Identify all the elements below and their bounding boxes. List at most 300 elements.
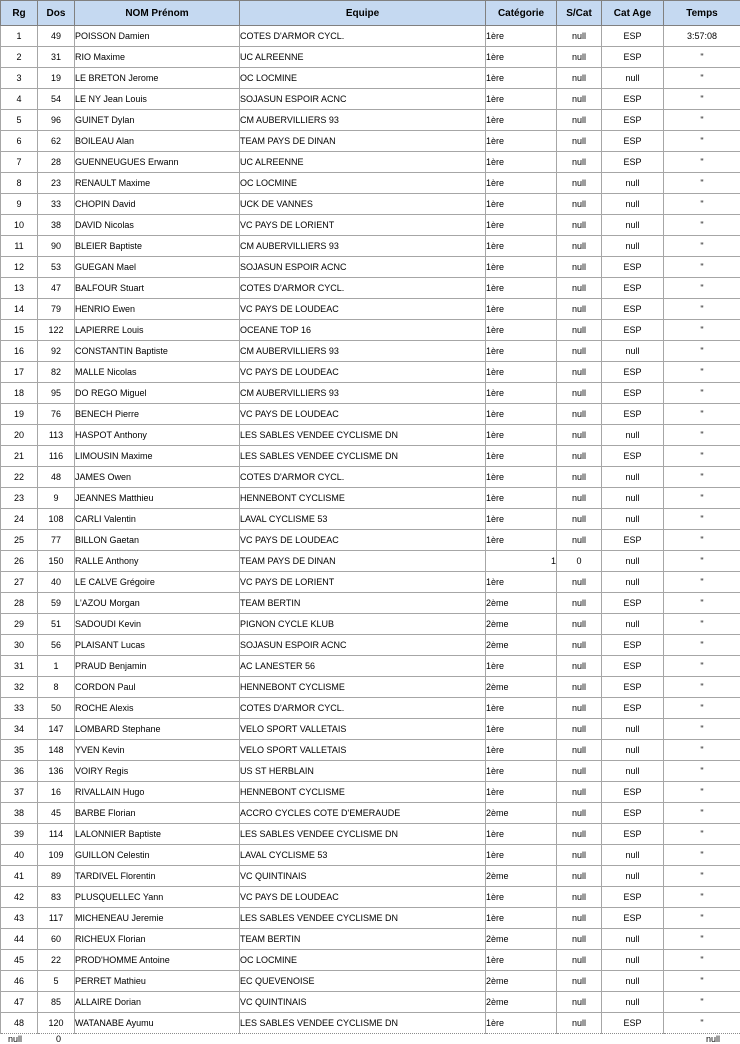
category-cell: 2ème: [486, 614, 557, 635]
age-category-cell: null: [602, 866, 664, 887]
team-cell: VC QUINTINAIS: [240, 992, 486, 1013]
time-cell: ": [664, 110, 740, 131]
table-row: [1, 215, 740, 236]
subcategory-cell: null: [557, 425, 602, 446]
subcategory-cell: null: [557, 929, 602, 950]
rider-name-cell: CHOPIN David: [75, 194, 240, 215]
subcategory-cell: null: [557, 173, 602, 194]
bib-cell: 96: [38, 110, 75, 131]
category-cell: 1ère: [486, 530, 557, 551]
table-row: [1, 404, 740, 425]
col-dos-header: Dos: [38, 1, 75, 26]
time-cell: ": [664, 320, 740, 341]
time-cell: ": [664, 782, 740, 803]
subcategory-cell: null: [557, 194, 602, 215]
age-category-cell: ESP: [602, 299, 664, 320]
category-cell: 1ère: [486, 152, 557, 173]
rank-cell: 36: [1, 761, 38, 782]
time-cell: ": [664, 824, 740, 845]
subcategory-cell: null: [557, 866, 602, 887]
category-cell: 1ère: [486, 26, 557, 47]
rank-cell: 6: [1, 131, 38, 152]
age-category-cell: ESP: [602, 698, 664, 719]
table-row: [1, 551, 740, 572]
time-cell: ": [664, 677, 740, 698]
subcategory-cell: null: [557, 1013, 602, 1034]
team-cell: COTES D'ARMOR CYCL.: [240, 698, 486, 719]
subcategory-cell: null: [557, 131, 602, 152]
team-cell: US ST HERBLAIN: [240, 761, 486, 782]
age-category-cell: ESP: [602, 26, 664, 47]
rank-cell: 20: [1, 425, 38, 446]
table-row: [1, 992, 740, 1013]
time-cell: ": [664, 152, 740, 173]
rank-cell: 24: [1, 509, 38, 530]
table-row: [1, 698, 740, 719]
bib-cell: 48: [38, 467, 75, 488]
col-cat-age-header: Cat Age: [602, 1, 664, 26]
time-cell: ": [664, 362, 740, 383]
age-category-cell: null: [602, 992, 664, 1013]
age-category-cell: null: [602, 425, 664, 446]
subcategory-cell: null: [557, 68, 602, 89]
category-cell: 2ème: [486, 803, 557, 824]
table-row: [1, 593, 740, 614]
rider-name-cell: CORDON Paul: [75, 677, 240, 698]
rank-cell: 23: [1, 488, 38, 509]
team-cell: LES SABLES VENDEE CYCLISME DN: [240, 1013, 486, 1034]
team-cell: VELO SPORT VALLETAIS: [240, 719, 486, 740]
category-cell: 2ème: [486, 677, 557, 698]
bib-cell: 117: [38, 908, 75, 929]
rank-cell: 29: [1, 614, 38, 635]
rider-name-cell: MICHENEAU Jeremie: [75, 908, 240, 929]
category-cell: 1ère: [486, 404, 557, 425]
rank-cell: 42: [1, 887, 38, 908]
rider-name-cell: GUENNEUGUES Erwann: [75, 152, 240, 173]
time-cell: ": [664, 656, 740, 677]
category-cell: 1ère: [486, 194, 557, 215]
trailer-value-left: 0: [56, 1034, 61, 1044]
table-row: [1, 47, 740, 68]
rank-cell: 2: [1, 47, 38, 68]
time-cell: ": [664, 887, 740, 908]
rank-cell: 43: [1, 908, 38, 929]
bib-cell: 22: [38, 950, 75, 971]
time-cell: ": [664, 929, 740, 950]
category-cell: 1ère: [486, 236, 557, 257]
age-category-cell: ESP: [602, 383, 664, 404]
category-cell: 1ère: [486, 488, 557, 509]
team-cell: LES SABLES VENDEE CYCLISME DN: [240, 824, 486, 845]
team-cell: LES SABLES VENDEE CYCLISME DN: [240, 425, 486, 446]
subcategory-cell: null: [557, 89, 602, 110]
col-categorie-header: Catégorie: [486, 1, 557, 26]
age-category-cell: null: [602, 971, 664, 992]
bib-cell: 122: [38, 320, 75, 341]
time-cell: ": [664, 719, 740, 740]
rank-cell: 7: [1, 152, 38, 173]
table-row: [1, 572, 740, 593]
age-category-cell: ESP: [602, 635, 664, 656]
col-rg-header: Rg: [1, 1, 38, 26]
time-cell: ": [664, 131, 740, 152]
col-scat-header: S/Cat: [557, 1, 602, 26]
rank-cell: 16: [1, 341, 38, 362]
bib-cell: 148: [38, 740, 75, 761]
team-cell: AC LANESTER 56: [240, 656, 486, 677]
category-cell: 1ère: [486, 47, 557, 68]
subcategory-cell: null: [557, 971, 602, 992]
age-category-cell: ESP: [602, 47, 664, 68]
rider-name-cell: LALONNIER Baptiste: [75, 824, 240, 845]
category-cell: 1ère: [486, 824, 557, 845]
rider-name-cell: BENECH Pierre: [75, 404, 240, 425]
subcategory-cell: null: [557, 320, 602, 341]
table-row: [1, 68, 740, 89]
rank-cell: 27: [1, 572, 38, 593]
category-cell: 2ème: [486, 866, 557, 887]
time-cell: ": [664, 173, 740, 194]
rank-cell: 18: [1, 383, 38, 404]
bib-cell: 54: [38, 89, 75, 110]
bib-cell: 62: [38, 131, 75, 152]
age-category-cell: null: [602, 467, 664, 488]
bib-cell: 16: [38, 782, 75, 803]
rank-cell: 25: [1, 530, 38, 551]
bib-cell: 50: [38, 698, 75, 719]
age-category-cell: ESP: [602, 656, 664, 677]
subcategory-cell: null: [557, 236, 602, 257]
table-row: [1, 425, 740, 446]
bib-cell: 113: [38, 425, 75, 446]
age-category-cell: ESP: [602, 362, 664, 383]
time-cell: ": [664, 404, 740, 425]
table-row: [1, 635, 740, 656]
category-cell: 1ère: [486, 446, 557, 467]
age-category-cell: null: [602, 173, 664, 194]
subcategory-cell: null: [557, 26, 602, 47]
bib-cell: 5: [38, 971, 75, 992]
category-cell: 1ère: [486, 257, 557, 278]
team-cell: UC ALREENNE: [240, 152, 486, 173]
bib-cell: 56: [38, 635, 75, 656]
team-cell: OCEANE TOP 16: [240, 320, 486, 341]
table-row: [1, 782, 740, 803]
table-row: [1, 341, 740, 362]
category-cell: 1ère: [486, 467, 557, 488]
category-cell: 1ère: [486, 131, 557, 152]
time-cell: ": [664, 341, 740, 362]
subcategory-cell: null: [557, 278, 602, 299]
rider-name-cell: GUINET Dylan: [75, 110, 240, 131]
age-category-cell: null: [602, 509, 664, 530]
rider-name-cell: PERRET Mathieu: [75, 971, 240, 992]
subcategory-cell: null: [557, 887, 602, 908]
time-cell: ": [664, 950, 740, 971]
time-cell: ": [664, 761, 740, 782]
bib-cell: 47: [38, 278, 75, 299]
header-row: [1, 1, 740, 26]
category-cell: 1ère: [486, 845, 557, 866]
rank-cell: 26: [1, 551, 38, 572]
table-row: [1, 89, 740, 110]
category-cell: 1ère: [486, 950, 557, 971]
bib-cell: 60: [38, 929, 75, 950]
table-row: [1, 257, 740, 278]
category-cell: 1ère: [486, 425, 557, 446]
age-category-cell: ESP: [602, 257, 664, 278]
age-category-cell: null: [602, 215, 664, 236]
age-category-cell: null: [602, 194, 664, 215]
category-cell: 1ère: [486, 278, 557, 299]
team-cell: HENNEBONT CYCLISME: [240, 782, 486, 803]
age-category-cell: ESP: [602, 89, 664, 110]
bib-cell: 28: [38, 152, 75, 173]
team-cell: VC PAYS DE LOUDEAC: [240, 404, 486, 425]
rank-cell: 35: [1, 740, 38, 761]
table-row: [1, 971, 740, 992]
team-cell: HENNEBONT CYCLISME: [240, 488, 486, 509]
rank-cell: 47: [1, 992, 38, 1013]
age-category-cell: ESP: [602, 677, 664, 698]
age-category-cell: ESP: [602, 593, 664, 614]
subcategory-cell: null: [557, 698, 602, 719]
age-category-cell: null: [602, 341, 664, 362]
rank-cell: 8: [1, 173, 38, 194]
bib-cell: 82: [38, 362, 75, 383]
table-row: [1, 845, 740, 866]
team-cell: UCK DE VANNES: [240, 194, 486, 215]
age-category-cell: null: [602, 761, 664, 782]
subcategory-cell: null: [557, 257, 602, 278]
bib-cell: 51: [38, 614, 75, 635]
category-cell: 1ère: [486, 299, 557, 320]
time-cell: ": [664, 740, 740, 761]
rank-cell: 1: [1, 26, 38, 47]
team-cell: SOJASUN ESPOIR ACNC: [240, 89, 486, 110]
category-cell: 2ème: [486, 635, 557, 656]
rider-name-cell: PLUSQUELLEC Yann: [75, 887, 240, 908]
category-cell: 1ère: [486, 509, 557, 530]
rider-name-cell: SADOUDI Kevin: [75, 614, 240, 635]
team-cell: LES SABLES VENDEE CYCLISME DN: [240, 446, 486, 467]
subcategory-cell: null: [557, 803, 602, 824]
time-cell: ": [664, 425, 740, 446]
bib-cell: 9: [38, 488, 75, 509]
bib-cell: 59: [38, 593, 75, 614]
category-cell: 1ère: [486, 782, 557, 803]
bib-cell: 116: [38, 446, 75, 467]
bib-cell: 136: [38, 761, 75, 782]
bib-cell: 38: [38, 215, 75, 236]
table-row: [1, 908, 740, 929]
time-cell: ": [664, 593, 740, 614]
rider-name-cell: JAMES Owen: [75, 467, 240, 488]
bib-cell: 45: [38, 803, 75, 824]
time-cell: ": [664, 509, 740, 530]
table-row: [1, 236, 740, 257]
rider-name-cell: RICHEUX Florian: [75, 929, 240, 950]
team-cell: EC QUEVENOISE: [240, 971, 486, 992]
table-row: [1, 761, 740, 782]
col-temps-header: Temps: [664, 1, 740, 26]
age-category-cell: ESP: [602, 803, 664, 824]
age-category-cell: null: [602, 236, 664, 257]
rider-name-cell: BOILEAU Alan: [75, 131, 240, 152]
rank-cell: 39: [1, 824, 38, 845]
col-nom-prenom-header: NOM Prénom: [75, 1, 240, 26]
rider-name-cell: LOMBARD Stephane: [75, 719, 240, 740]
subcategory-cell: null: [557, 47, 602, 68]
team-cell: OC LOCMINE: [240, 950, 486, 971]
subcategory-cell: 0: [557, 551, 602, 572]
subcategory-cell: null: [557, 341, 602, 362]
category-cell: 1ère: [486, 761, 557, 782]
subcategory-cell: null: [557, 215, 602, 236]
age-category-cell: null: [602, 614, 664, 635]
col-equipe-header: Equipe: [240, 1, 486, 26]
rank-cell: 13: [1, 278, 38, 299]
team-cell: TEAM PAYS DE DINAN: [240, 551, 486, 572]
team-cell: OC LOCMINE: [240, 173, 486, 194]
bib-cell: 1: [38, 656, 75, 677]
subcategory-cell: null: [557, 908, 602, 929]
subcategory-cell: null: [557, 845, 602, 866]
bib-cell: 23: [38, 173, 75, 194]
table-row: [1, 1013, 740, 1034]
bib-cell: 8: [38, 677, 75, 698]
subcategory-cell: null: [557, 824, 602, 845]
rider-name-cell: GUILLON Celestin: [75, 845, 240, 866]
time-cell: ": [664, 236, 740, 257]
bib-cell: 114: [38, 824, 75, 845]
time-cell: ": [664, 488, 740, 509]
rank-cell: 41: [1, 866, 38, 887]
table-row: [1, 299, 740, 320]
category-cell: 1ère: [486, 362, 557, 383]
rank-cell: 37: [1, 782, 38, 803]
age-category-cell: null: [602, 488, 664, 509]
age-category-cell: null: [602, 551, 664, 572]
time-cell: ": [664, 845, 740, 866]
table-row: [1, 194, 740, 215]
rider-name-cell: HASPOT Anthony: [75, 425, 240, 446]
table-row: [1, 467, 740, 488]
rank-cell: 12: [1, 257, 38, 278]
time-cell: ": [664, 908, 740, 929]
team-cell: VC PAYS DE LOUDEAC: [240, 530, 486, 551]
category-cell: 1ère: [486, 908, 557, 929]
team-cell: TEAM BERTIN: [240, 929, 486, 950]
category-cell: 1ère: [486, 110, 557, 131]
age-category-cell: ESP: [602, 530, 664, 551]
team-cell: UC ALREENNE: [240, 47, 486, 68]
subcategory-cell: null: [557, 362, 602, 383]
age-category-cell: ESP: [602, 446, 664, 467]
age-category-cell: ESP: [602, 320, 664, 341]
table-row: [1, 26, 740, 47]
table-row: [1, 803, 740, 824]
time-cell: ": [664, 215, 740, 236]
rider-name-cell: ROCHE Alexis: [75, 698, 240, 719]
team-cell: ACCRO CYCLES COTE D'EMERAUDE: [240, 803, 486, 824]
age-category-cell: ESP: [602, 908, 664, 929]
category-cell: 2ème: [486, 593, 557, 614]
team-cell: CM AUBERVILLIERS 93: [240, 383, 486, 404]
age-category-cell: null: [602, 740, 664, 761]
bib-cell: 150: [38, 551, 75, 572]
age-category-cell: null: [602, 950, 664, 971]
rider-name-cell: WATANABE Ayumu: [75, 1013, 240, 1034]
rider-name-cell: MALLE Nicolas: [75, 362, 240, 383]
team-cell: COTES D'ARMOR CYCL.: [240, 467, 486, 488]
rank-cell: 30: [1, 635, 38, 656]
subcategory-cell: null: [557, 761, 602, 782]
time-cell: ": [664, 698, 740, 719]
time-cell: ": [664, 47, 740, 68]
rank-cell: 44: [1, 929, 38, 950]
rider-name-cell: CARLI Valentin: [75, 509, 240, 530]
age-category-cell: ESP: [602, 131, 664, 152]
time-cell: ": [664, 530, 740, 551]
rider-name-cell: BALFOUR Stuart: [75, 278, 240, 299]
rider-name-cell: LE BRETON Jerome: [75, 68, 240, 89]
age-category-cell: ESP: [602, 1013, 664, 1034]
bib-cell: 120: [38, 1013, 75, 1034]
team-cell: VC PAYS DE LOUDEAC: [240, 887, 486, 908]
team-cell: HENNEBONT CYCLISME: [240, 677, 486, 698]
category-cell: 1ère: [486, 320, 557, 341]
rider-name-cell: HENRIO Ewen: [75, 299, 240, 320]
rider-name-cell: BILLON Gaetan: [75, 530, 240, 551]
subcategory-cell: null: [557, 110, 602, 131]
results-body: [1, 26, 740, 1034]
age-category-cell: ESP: [602, 782, 664, 803]
table-row: [1, 509, 740, 530]
time-cell: ": [664, 467, 740, 488]
team-cell: LAVAL CYCLISME 53: [240, 509, 486, 530]
team-cell: LAVAL CYCLISME 53: [240, 845, 486, 866]
category-cell: 1ère: [486, 719, 557, 740]
rank-cell: 46: [1, 971, 38, 992]
subcategory-cell: null: [557, 740, 602, 761]
bib-cell: 109: [38, 845, 75, 866]
time-cell: ": [664, 68, 740, 89]
rider-name-cell: RIO Maxime: [75, 47, 240, 68]
table-row: [1, 656, 740, 677]
rider-name-cell: BARBE Florian: [75, 803, 240, 824]
subcategory-cell: null: [557, 152, 602, 173]
team-cell: SOJASUN ESPOIR ACNC: [240, 635, 486, 656]
subcategory-cell: null: [557, 299, 602, 320]
subcategory-cell: null: [557, 509, 602, 530]
subcategory-cell: null: [557, 572, 602, 593]
rank-cell: 34: [1, 719, 38, 740]
team-cell: SOJASUN ESPOIR ACNC: [240, 257, 486, 278]
age-category-cell: ESP: [602, 152, 664, 173]
subcategory-cell: null: [557, 446, 602, 467]
category-cell: 2ème: [486, 971, 557, 992]
subcategory-cell: null: [557, 656, 602, 677]
table-row: [1, 530, 740, 551]
team-cell: TEAM BERTIN: [240, 593, 486, 614]
time-cell: ": [664, 572, 740, 593]
category-cell: 1ère: [486, 173, 557, 194]
team-cell: CM AUBERVILLIERS 93: [240, 236, 486, 257]
bib-cell: 90: [38, 236, 75, 257]
rank-cell: 33: [1, 698, 38, 719]
